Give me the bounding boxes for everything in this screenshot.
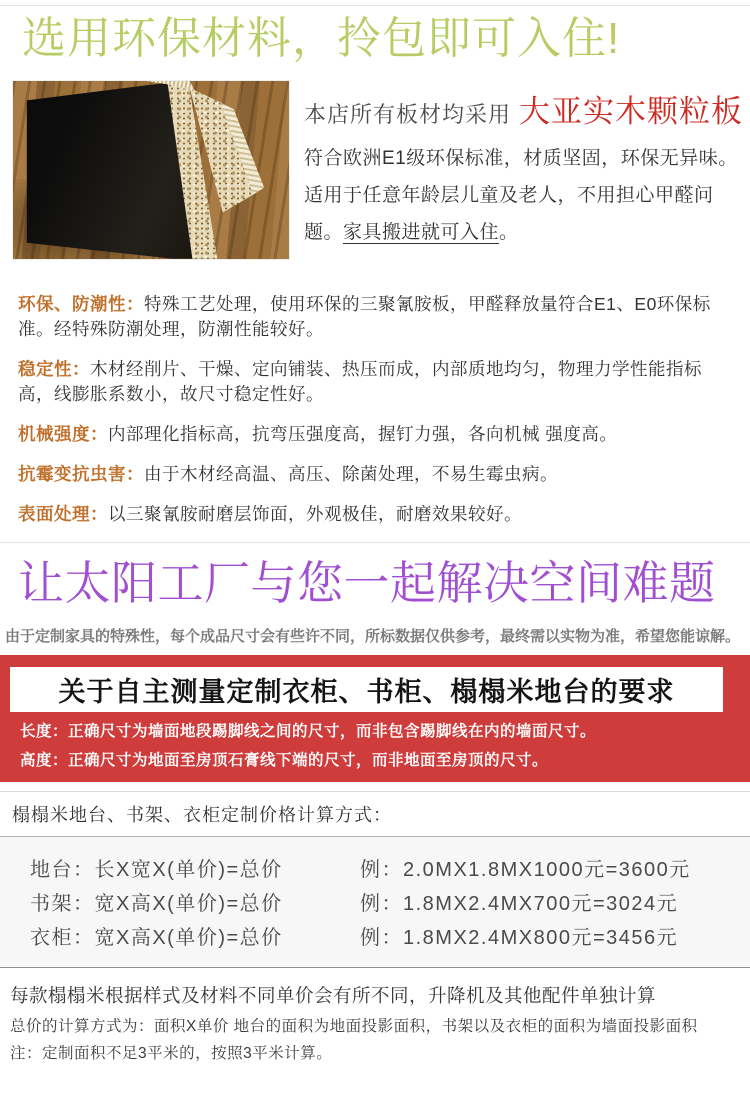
example-cell: 例：2.0MX1.8MX1000元=3600元 (360, 858, 691, 881)
feature-item-antimold (18, 462, 732, 487)
feature-item-moisture (18, 292, 732, 342)
pricing-section-title: 榻榻米地台、书架、衣柜定制价格计算方式： (12, 804, 392, 825)
notice-line-height: 高度：正确尺寸为地面至房顶石膏线下端的尺寸，而非地面至房顶的尺寸。 (20, 751, 549, 769)
formula-cell: 衣柜：宽X高X(单价)=总价 (30, 926, 283, 949)
lead-prefix: 本店所有板材均采用 (304, 101, 512, 127)
intro-desc-main: 符合欧洲E1级环保标准，材质坚固，环保无异味。适用于任意年龄层儿童及老人，不用担心甲醛问题。 (304, 147, 738, 243)
note-line-total-calc: 总价的计算方式为：面积X单价 地台的面积为地面投影面积，书架以及衣柜的面积为墙面投影面积 (10, 1017, 698, 1035)
pricing-row-bookshelf (0, 887, 750, 921)
feature-text: 特殊工艺处理，使用环保的三聚氰胺板，甲醛释放量符合E1、E0环保标准。经特殊防潮处理，防潮性能较好。 (18, 293, 711, 339)
top-divider (0, 5, 750, 6)
features-list (0, 280, 750, 527)
feature-text: 内部理化指标高，抗弯压强度高，握钉力强，各向机械 强度高。 (108, 423, 618, 444)
note-line-unit-price: 每款榻榻米根据样式及材料不同单价会有所不同，升降机及其他配件单独计算 (10, 984, 657, 1006)
feature-text: 由于木材经高温、高压、除菌处理，不易生霉虫病。 (144, 463, 558, 484)
board-photo (12, 80, 290, 260)
notice-title-box (10, 667, 723, 712)
formula-cell: 地台：长X宽X(单价)=总价 (30, 858, 283, 881)
formula-cell: 书架：宽X高X(单价)=总价 (30, 892, 283, 915)
pricing-table (0, 837, 750, 967)
intro-desc-tail: 。 (499, 221, 519, 243)
notice-line-length: 长度：正确尺寸为墙面地段踢脚线之间的尺寸，而非包含踢脚线在内的墙面尺寸。 (20, 722, 597, 740)
intro-paragraph (304, 140, 746, 251)
pricing-row-wardrobe (0, 921, 750, 955)
size-disclaimer: 由于定制家具的特殊性，每个成品尺寸会有些许不同，所标数据仅供参考，最终需以实物为准，希望您能谅解。 (5, 627, 741, 645)
slogan-title: 让太阳工厂与您一起解决空间难题 (18, 556, 716, 609)
page-root (0, 5, 750, 1099)
feature-label: 机械强度： (18, 423, 108, 444)
notice-banner (0, 655, 750, 782)
feature-label: 表面处理： (18, 503, 108, 524)
notice-title: 关于自主测量定制衣柜、书柜、榻榻米地台的要求 (58, 676, 675, 707)
intro-section (0, 76, 750, 280)
underlined-phrase: 家具搬进就可入住 (343, 221, 500, 243)
feature-label: 抗霉变抗虫害： (18, 463, 144, 484)
feature-item-strength (18, 422, 732, 447)
page-title: 选用环保材料，拎包即可入住! (22, 14, 621, 63)
section-divider (0, 542, 750, 543)
feature-text: 木材经削片、干燥、定向铺装、热压而成，内部质地均匀，物理力学性能指标高，线膨胀系数小，故尺寸稳定性好。 (18, 358, 702, 404)
intro-text (304, 80, 746, 270)
pricing-row-floor (0, 853, 750, 887)
feature-item-surface (18, 502, 732, 527)
brand-name: 大亚实木颗粒板 (519, 93, 744, 129)
note-line-min-area: 注：定制面积不足3平米的，按照3平米计算。 (10, 1044, 333, 1062)
example-cell: 例：1.8MX2.4MX700元=3024元 (360, 892, 679, 915)
feature-label: 稳定性： (18, 358, 90, 379)
feature-label: 环保、防潮性： (18, 293, 144, 314)
notes-section (0, 968, 750, 1099)
feature-item-stability (18, 357, 732, 407)
example-cell: 例：1.8MX2.4MX800元=3456元 (360, 926, 679, 949)
lead-line (304, 86, 746, 131)
feature-text: 以三聚氰胺耐磨层饰面，外观极佳，耐磨效果较好。 (108, 503, 522, 524)
